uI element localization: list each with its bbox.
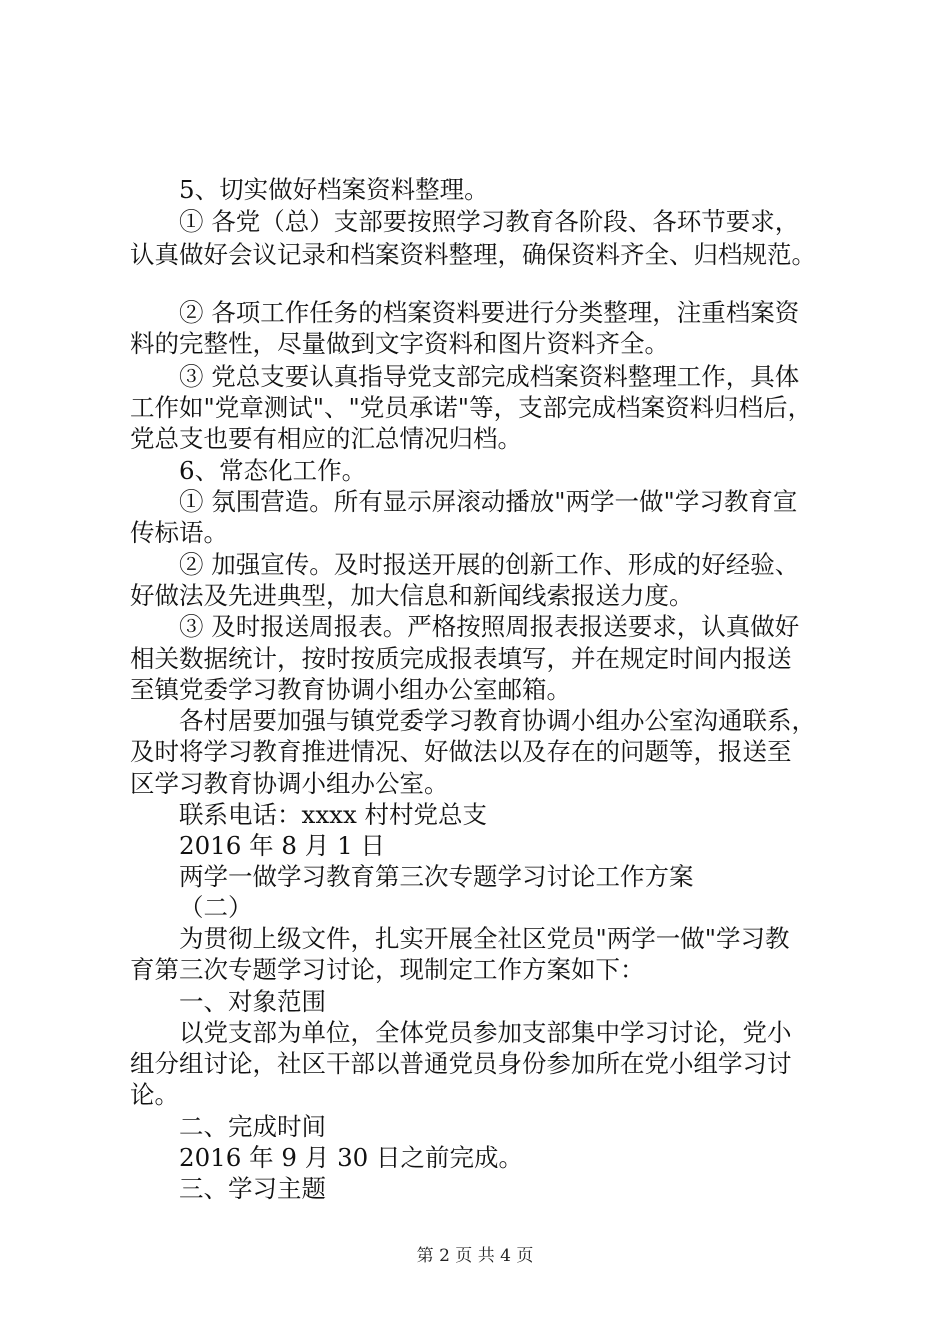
paragraph-line: 育第三次专题学习讨论，现制定工作方案如下：	[130, 955, 645, 984]
section-subtitle: （二）	[179, 893, 253, 922]
paragraph-line: 认真做好会议记录和档案资料整理，确保资料齐全、归档规范。	[130, 240, 816, 269]
section-title: 两学一做学习教育第三次专题学习讨论工作方案	[179, 862, 694, 891]
paragraph-line: 工作如"党章测试"、"党员承诺"等，支部完成档案资料归档后，	[130, 393, 813, 422]
heading-target-scope: 一、对象范围	[179, 987, 326, 1016]
paragraph-line: 各村居要加强与镇党委学习教育协调小组办公室沟通联系，	[179, 706, 816, 735]
paragraph-line: 传标语。	[130, 518, 228, 547]
paragraph-line: ② 各项工作任务的档案资料要进行分类整理，注重档案资	[179, 298, 800, 327]
paragraph-line: 组分组讨论，社区干部以普通党员身份参加所在党小组学习讨	[130, 1049, 792, 1078]
heading-normalized-work: 6、常态化工作。	[179, 456, 367, 485]
paragraph-line: 至镇党委学习教育协调小组办公室邮箱。	[130, 675, 571, 704]
paragraph-line: 料的完整性，尽量做到文字资料和图片资料齐全。	[130, 329, 669, 358]
paragraph-line: ② 加强宣传。及时报送开展的创新工作、形成的好经验、	[179, 550, 800, 579]
page-number-footer: 第 2 页 共 4 页	[416, 1246, 534, 1266]
paragraph-line: 区学习教育协调小组办公室。	[130, 769, 449, 798]
paragraph-line: 党总支也要有相应的汇总情况归档。	[130, 424, 522, 453]
document-date: 2016 年 8 月 1 日	[179, 831, 385, 860]
paragraph-line: ① 各党（总）支部要按照学习教育各阶段、各环节要求，	[179, 207, 800, 236]
paragraph-line: 为贯彻上级文件，扎实开展全社区党员"两学一做"学习教	[179, 924, 790, 953]
paragraph-line: 论。	[130, 1080, 179, 1109]
heading-completion-time: 二、完成时间	[179, 1112, 326, 1141]
paragraph-line: 好做法及先进典型，加大信息和新闻线索报送力度。	[130, 581, 694, 610]
paragraph-line: ③ 党总支要认真指导党支部完成档案资料整理工作，具体	[179, 362, 800, 391]
contact-phone: 联系电话：xxxx 村村党总支	[179, 800, 488, 829]
paragraph-line: 及时将学习教育推进情况、好做法以及存在的问题等，报送至	[130, 737, 792, 766]
heading-study-theme: 三、学习主题	[179, 1174, 326, 1203]
heading-archive-organization: 5、切实做好档案资料整理。	[179, 175, 489, 204]
paragraph-line: 以党支部为单位，全体党员参加支部集中学习讨论，党小	[179, 1018, 792, 1047]
paragraph-line: 2016 年 9 月 30 日之前完成。	[179, 1143, 524, 1172]
paragraph-line: ③ 及时报送周报表。严格按照周报表报送要求，认真做好	[179, 612, 800, 641]
paragraph-line: 相关数据统计，按时按质完成报表填写，并在规定时间内报送	[130, 644, 792, 673]
paragraph-line: ① 氛围营造。所有显示屏滚动播放"两学一做"学习教育宣	[179, 487, 798, 516]
